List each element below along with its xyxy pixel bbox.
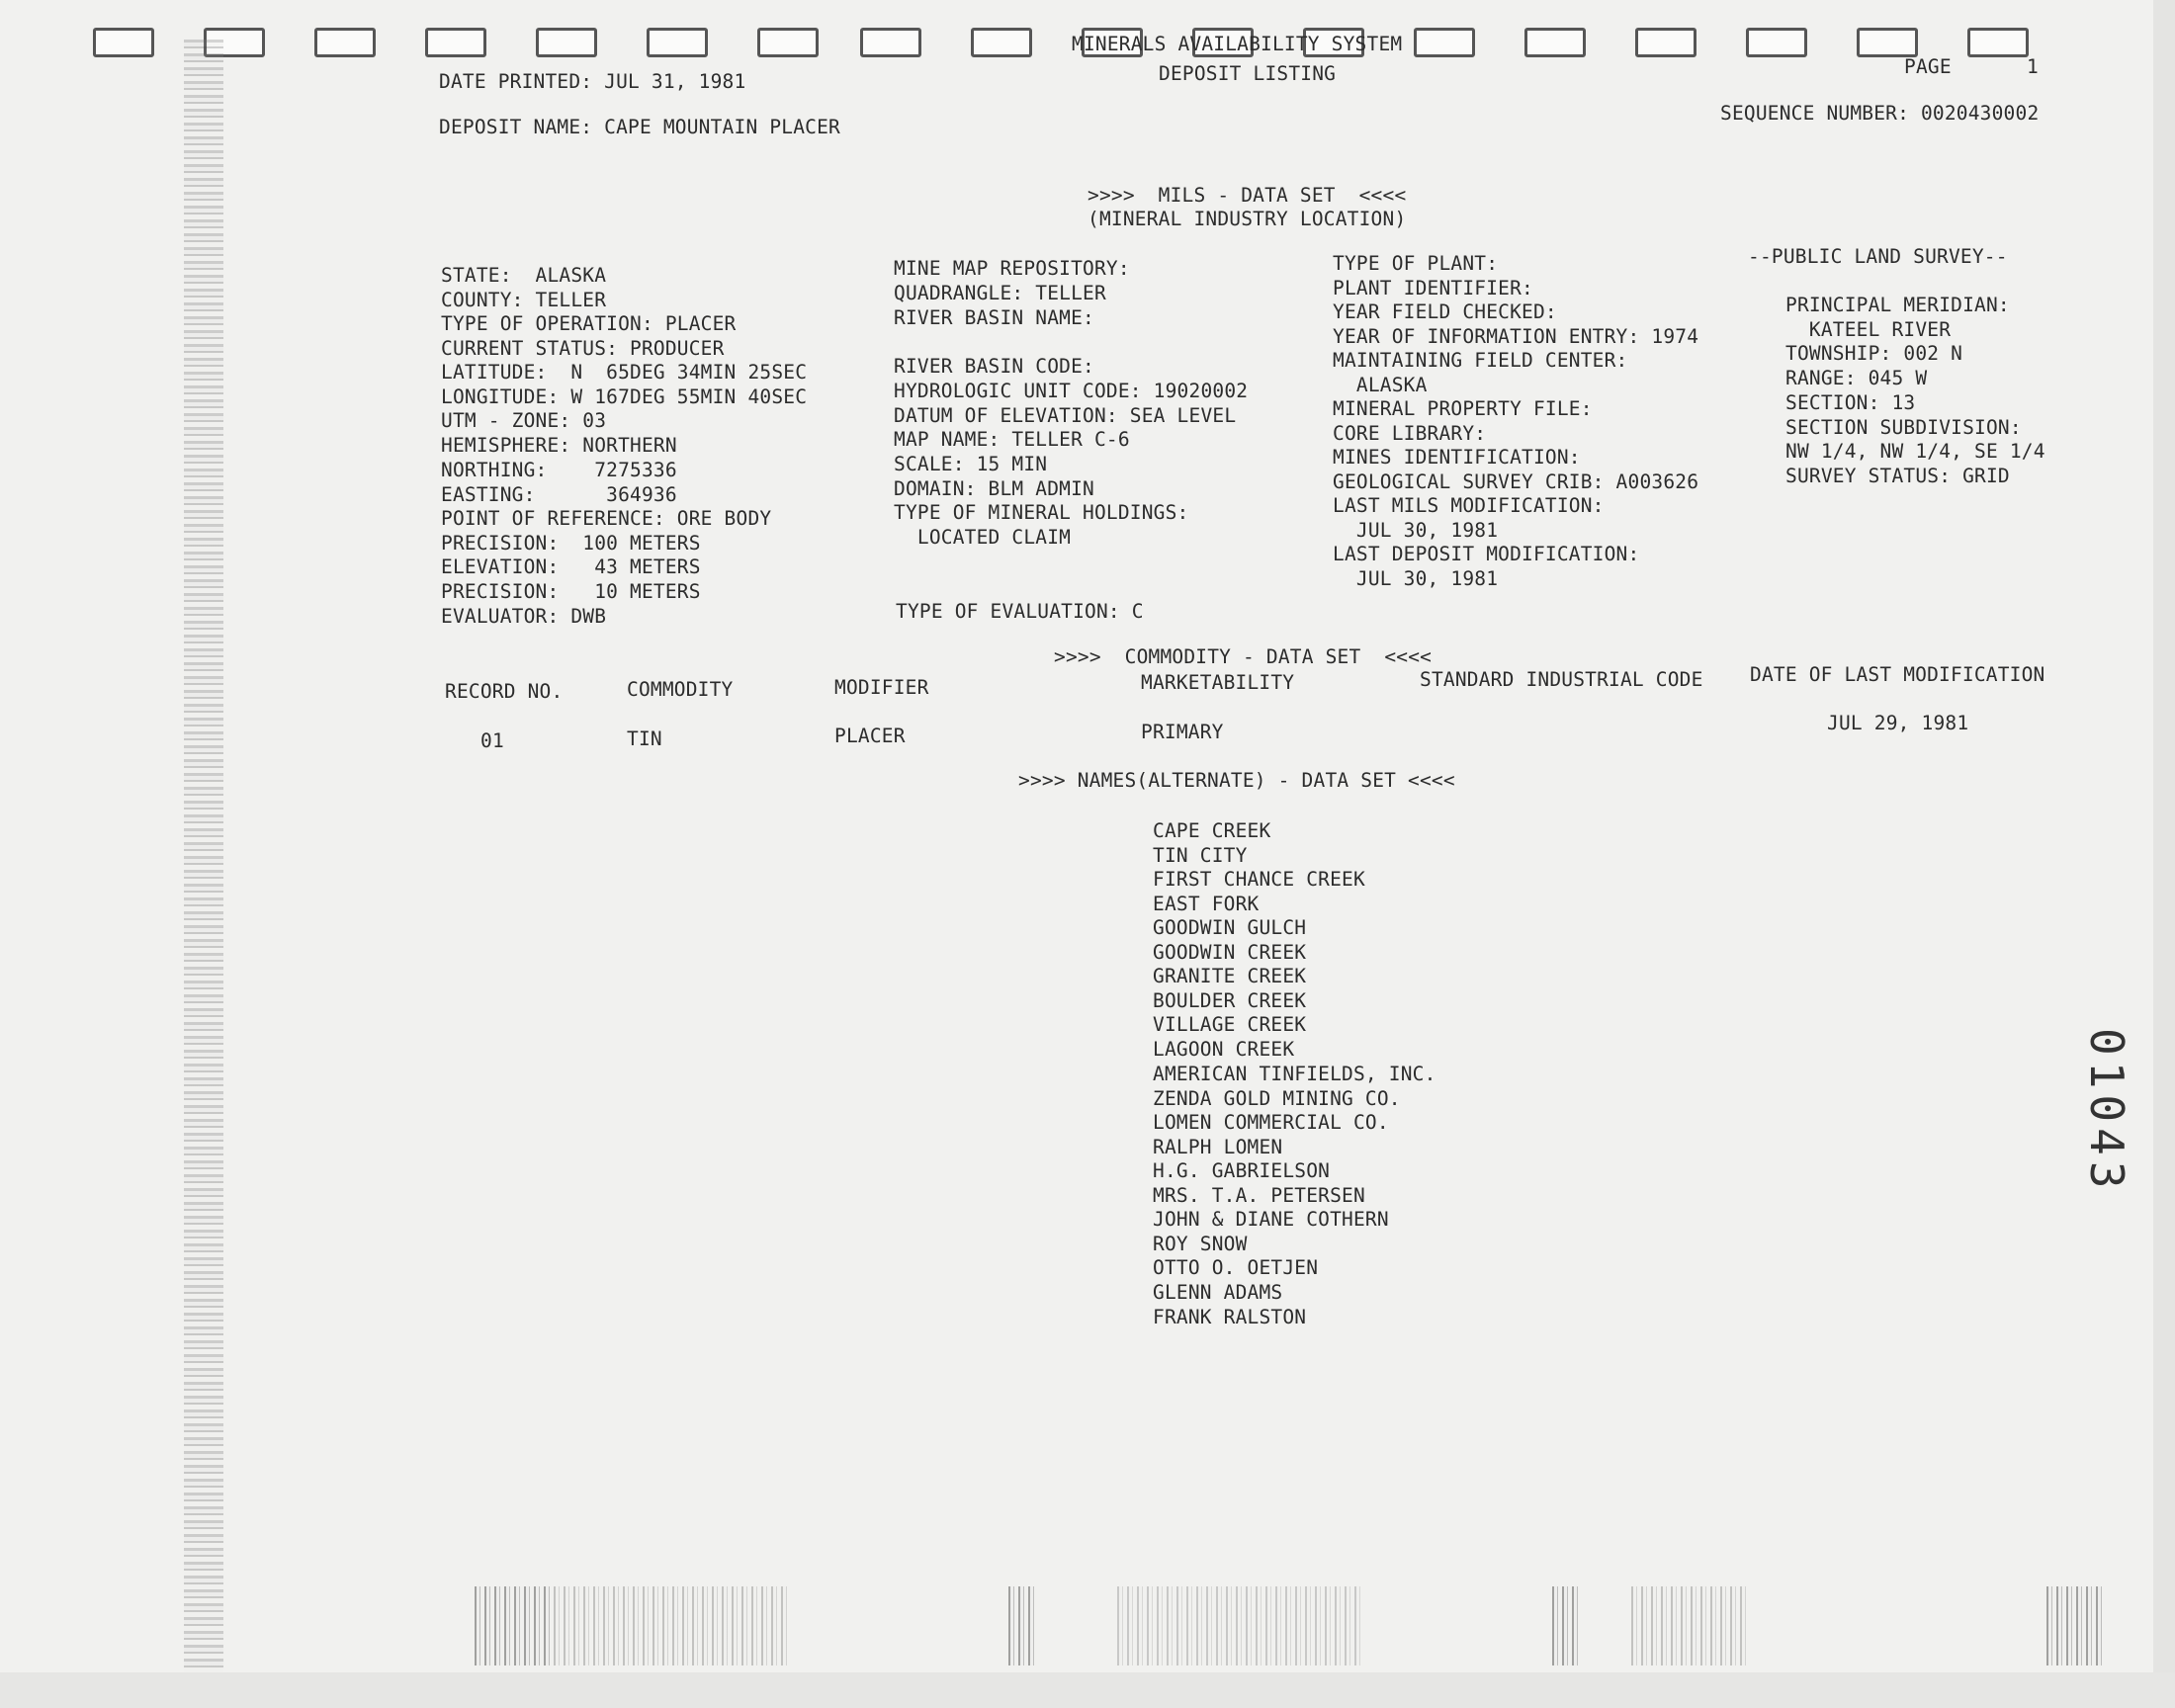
list-item: RALPH LOMEN xyxy=(1153,1136,1283,1158)
list-item: CAPE CREEK xyxy=(1153,819,1271,842)
col-header-commodity: COMMODITY xyxy=(627,678,734,701)
field-line: SECTION SUBDIVISION: xyxy=(1785,416,2022,439)
col-header-record-no: RECORD NO. xyxy=(445,680,564,703)
feed-hole xyxy=(1635,28,1696,57)
field-line: MINERAL PROPERTY FILE: xyxy=(1333,397,1593,420)
field-line: HEMISPHERE: NORTHERN xyxy=(441,434,677,457)
feed-hole xyxy=(536,28,597,57)
list-item: GRANITE CREEK xyxy=(1153,965,1307,987)
feed-hole xyxy=(1524,28,1586,57)
field-line: MAINTAINING FIELD CENTER: xyxy=(1333,349,1628,372)
pls-title: --PUBLIC LAND SURVEY-- xyxy=(1748,245,2008,268)
field-line: NW 1/4, NW 1/4, SE 1/4 xyxy=(1785,440,2045,463)
field-line: LAST MILS MODIFICATION: xyxy=(1333,494,1605,517)
page-edge xyxy=(0,1672,2175,1708)
list-item: MRS. T.A. PETERSEN xyxy=(1153,1184,1365,1207)
commodity-record-no: 01 xyxy=(480,729,504,752)
field-line: COUNTY: TELLER xyxy=(441,289,607,311)
feed-hole xyxy=(93,28,154,57)
field-line: SURVEY STATUS: GRID xyxy=(1785,465,2010,487)
field-line: TYPE OF PLANT: xyxy=(1333,252,1499,275)
feed-hole xyxy=(860,28,921,57)
field-line: MAP NAME: TELLER C-6 xyxy=(894,428,1130,451)
field-line: CORE LIBRARY: xyxy=(1333,422,1487,445)
scan-noise xyxy=(1631,1586,1750,1665)
field-line: KATEEL RIVER xyxy=(1785,318,1952,341)
field-line: YEAR OF INFORMATION ENTRY: 1974 xyxy=(1333,325,1699,348)
stamp-text: 01043 xyxy=(2080,1028,2133,1195)
mils-section-title: >>>> MILS - DATA SET <<<< xyxy=(1088,184,1407,207)
field-line: PRINCIPAL MERIDIAN: xyxy=(1785,294,2010,316)
field-line: HYDROLOGIC UNIT CODE: 19020002 xyxy=(894,380,1249,402)
field-line: LATITUDE: N 65DEG 34MIN 25SEC xyxy=(441,361,808,384)
listing-title: DEPOSIT LISTING xyxy=(1159,62,1337,85)
feed-hole xyxy=(1967,28,2029,57)
list-item: GLENN ADAMS xyxy=(1153,1281,1283,1304)
field-line: MINES IDENTIFICATION: xyxy=(1333,446,1581,469)
field-line: SCALE: 15 MIN xyxy=(894,453,1048,475)
field-line: EVALUATOR: DWB xyxy=(441,605,607,628)
field-line: CURRENT STATUS: PRODUCER xyxy=(441,337,725,360)
page-label: PAGE xyxy=(1904,55,1952,78)
commodity-section-title: >>>> COMMODITY - DATA SET <<<< xyxy=(1054,645,1433,668)
sequence-number: SEQUENCE NUMBER: 0020430002 xyxy=(1720,102,2040,125)
feed-hole xyxy=(1857,28,1918,57)
deposit-name: DEPOSIT NAME: CAPE MOUNTAIN PLACER xyxy=(439,116,840,138)
scan-noise xyxy=(2046,1586,2106,1665)
field-line: EASTING: 364936 xyxy=(441,483,677,506)
scan-noise xyxy=(475,1586,554,1665)
list-item: LAGOON CREEK xyxy=(1153,1038,1295,1061)
margin-stamp-number xyxy=(2035,1028,2173,1226)
col-header-date-mod: DATE OF LAST MODIFICATION xyxy=(1750,663,2045,686)
list-item: FRANK RALSTON xyxy=(1153,1306,1307,1328)
list-item: JOHN & DIANE COTHERN xyxy=(1153,1208,1389,1231)
field-line: QUADRANGLE: TELLER xyxy=(894,282,1106,304)
field-line: RIVER BASIN NAME: xyxy=(894,306,1094,329)
list-item: ZENDA GOLD MINING CO. xyxy=(1153,1087,1401,1110)
field-line: LOCATED CLAIM xyxy=(894,526,1072,549)
list-item: GOODWIN CREEK xyxy=(1153,941,1307,964)
list-item: TIN CITY xyxy=(1153,844,1248,867)
scan-noise xyxy=(1008,1586,1038,1665)
field-line: NORTHING: 7275336 xyxy=(441,459,677,481)
field-line: ALASKA xyxy=(1333,374,1428,396)
scan-noise xyxy=(1552,1586,1582,1665)
field-line: PLANT IDENTIFIER: xyxy=(1333,277,1533,299)
list-item: LOMEN COMMERCIAL CO. xyxy=(1153,1111,1389,1134)
field-line: YEAR FIELD CHECKED: xyxy=(1333,300,1557,323)
field-line: TOWNSHIP: 002 N xyxy=(1785,342,1963,365)
feed-hole xyxy=(314,28,376,57)
type-of-evaluation: TYPE OF EVALUATION: C xyxy=(896,600,1144,623)
feed-hole xyxy=(1746,28,1807,57)
field-line: DATUM OF ELEVATION: SEA LEVEL xyxy=(894,404,1237,427)
date-printed: DATE PRINTED: JUL 31, 1981 xyxy=(439,70,746,93)
feed-hole xyxy=(971,28,1032,57)
scan-noise xyxy=(1117,1586,1364,1665)
field-line: PRECISION: 10 METERS xyxy=(441,580,701,603)
list-item: H.G. GABRIELSON xyxy=(1153,1159,1331,1182)
field-line: JUL 30, 1981 xyxy=(1333,519,1499,542)
scan-margin-strip xyxy=(184,40,223,1700)
field-line: PRECISION: 100 METERS xyxy=(441,532,701,555)
field-line: LONGITUDE: W 167DEG 55MIN 40SEC xyxy=(441,385,808,408)
col-header-sic: STANDARD INDUSTRIAL CODE xyxy=(1420,668,1703,691)
list-item: OTTO O. OETJEN xyxy=(1153,1256,1319,1279)
list-item: BOULDER CREEK xyxy=(1153,989,1307,1012)
field-line: JUL 30, 1981 xyxy=(1333,567,1499,590)
list-item: ROY SNOW xyxy=(1153,1233,1248,1255)
commodity-modifier: PLACER xyxy=(834,725,906,747)
feed-hole xyxy=(425,28,486,57)
field-line: ELEVATION: 43 METERS xyxy=(441,555,701,578)
field-line: DOMAIN: BLM ADMIN xyxy=(894,477,1094,500)
list-item: EAST FORK xyxy=(1153,893,1260,915)
field-line: MINE MAP REPOSITORY: xyxy=(894,257,1130,280)
field-line: STATE: ALASKA xyxy=(441,264,607,287)
feed-hole xyxy=(1414,28,1475,57)
field-line: TYPE OF MINERAL HOLDINGS: xyxy=(894,501,1189,524)
commodity-date-mod: JUL 29, 1981 xyxy=(1827,712,1969,734)
field-line: LAST DEPOSIT MODIFICATION: xyxy=(1333,543,1640,565)
list-item: VILLAGE CREEK xyxy=(1153,1013,1307,1036)
field-line: RIVER BASIN CODE: xyxy=(894,355,1094,378)
system-title: MINERALS AVAILABILITY SYSTEM xyxy=(1072,33,1403,55)
feed-hole xyxy=(647,28,708,57)
field-line: POINT OF REFERENCE: ORE BODY xyxy=(441,507,772,530)
list-item: FIRST CHANCE CREEK xyxy=(1153,868,1365,891)
field-line: RANGE: 045 W xyxy=(1785,367,1928,389)
field-line: TYPE OF OPERATION: PLACER xyxy=(441,312,737,335)
col-header-marketability: MARKETABILITY xyxy=(1141,671,1295,694)
page-edge xyxy=(2153,0,2175,1708)
field-line: SECTION: 13 xyxy=(1785,391,1916,414)
list-item: AMERICAN TINFIELDS, INC. xyxy=(1153,1063,1436,1085)
commodity-marketability: PRIMARY xyxy=(1141,721,1224,743)
col-header-modifier: MODIFIER xyxy=(834,676,929,699)
mils-section-subtitle: (MINERAL INDUSTRY LOCATION) xyxy=(1088,208,1407,230)
field-line: UTM - ZONE: 03 xyxy=(441,409,607,432)
commodity-name: TIN xyxy=(627,727,662,750)
names-section-title: >>>> NAMES(ALTERNATE) - DATA SET <<<< xyxy=(1018,769,1455,792)
list-item: GOODWIN GULCH xyxy=(1153,916,1307,939)
scan-noise xyxy=(554,1586,791,1665)
feed-hole xyxy=(757,28,819,57)
page-number: 1 xyxy=(2027,55,2039,78)
field-line: GEOLOGICAL SURVEY CRIB: A003626 xyxy=(1333,470,1699,493)
